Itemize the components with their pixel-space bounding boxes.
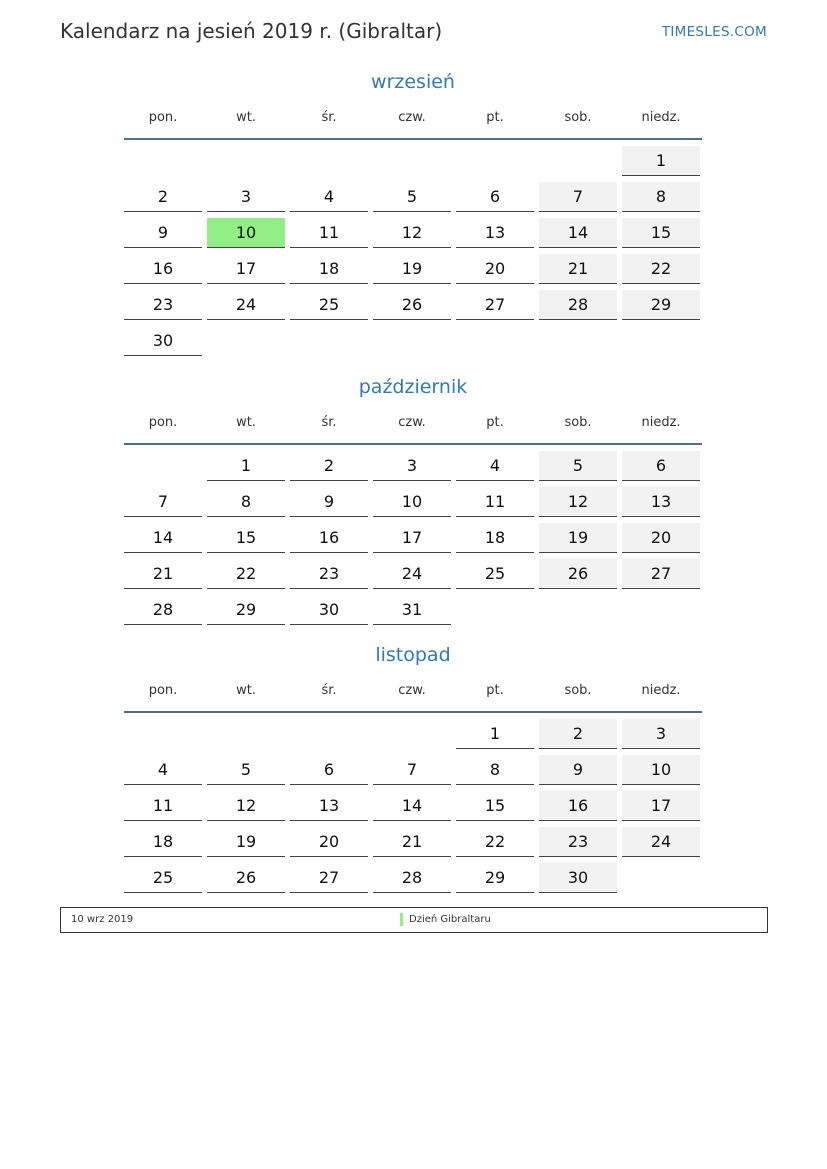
week-row	[124, 218, 702, 248]
empty-day-cell	[373, 326, 451, 356]
day-cell[interactable]: 10	[373, 487, 451, 517]
day-cell[interactable]: 17	[207, 254, 285, 284]
day-cell[interactable]: 18	[124, 827, 202, 857]
weekend-day-cell[interactable]: 1	[622, 146, 700, 176]
day-cell[interactable]: 11	[124, 791, 202, 821]
day-cell[interactable]: 14	[124, 523, 202, 553]
week-row	[124, 559, 702, 589]
day-cell[interactable]: 3	[373, 451, 451, 481]
weekend-day-cell[interactable]: 8	[622, 182, 700, 212]
day-cell[interactable]: 2	[290, 451, 368, 481]
day-cell[interactable]: 20	[456, 254, 534, 284]
month-title: październik	[358, 376, 468, 398]
day-cell[interactable]: 22	[456, 827, 534, 857]
day-cell[interactable]: 4	[456, 451, 534, 481]
holiday-legend	[60, 907, 768, 933]
day-cell[interactable]: 19	[207, 827, 285, 857]
weekday-label: śr.	[321, 683, 337, 698]
day-cell[interactable]: 13	[456, 218, 534, 248]
weekday-label: pt.	[486, 415, 504, 430]
day-cell[interactable]: 11	[290, 218, 368, 248]
day-cell[interactable]: 27	[456, 290, 534, 320]
day-cell[interactable]: 26	[207, 863, 285, 893]
week-row	[124, 523, 702, 553]
day-cell[interactable]: 24	[207, 290, 285, 320]
weekday-label: niedz.	[641, 683, 681, 698]
day-cell[interactable]: 4	[124, 755, 202, 785]
day-cell[interactable]: 3	[207, 182, 285, 212]
day-cell[interactable]: 29	[207, 595, 285, 625]
week-row	[124, 791, 702, 821]
empty-day-cell	[456, 326, 534, 356]
week-row	[124, 146, 702, 176]
empty-day-cell	[290, 719, 368, 749]
weekday-label: sob.	[564, 110, 592, 125]
empty-day-cell	[456, 146, 534, 176]
weekend-day-cell[interactable]: 5	[539, 451, 617, 481]
week-row	[124, 719, 702, 749]
weekend-day-cell[interactable]: 22	[622, 254, 700, 284]
empty-day-cell	[124, 451, 202, 481]
brand-link[interactable]: TIMESLES.COM	[661, 24, 767, 40]
weekday-label: niedz.	[641, 110, 681, 125]
weekend-day-cell[interactable]: 13	[622, 487, 700, 517]
month-october	[124, 373, 702, 625]
day-cell[interactable]: 16	[124, 254, 202, 284]
weekend-day-cell[interactable]: 19	[539, 523, 617, 553]
empty-day-cell	[207, 326, 285, 356]
day-cell[interactable]: 13	[290, 791, 368, 821]
day-cell[interactable]: 14	[373, 791, 451, 821]
day-cell[interactable]: 17	[373, 523, 451, 553]
weekend-day-cell[interactable]: 10	[622, 755, 700, 785]
empty-day-cell	[290, 326, 368, 356]
day-cell[interactable]: 12	[207, 791, 285, 821]
weekend-day-cell[interactable]: 6	[622, 451, 700, 481]
weekend-day-cell[interactable]: 9	[539, 755, 617, 785]
day-cell[interactable]: 12	[373, 218, 451, 248]
month-title: wrzesień	[371, 71, 455, 93]
month-september	[124, 68, 702, 356]
day-cell[interactable]: 9	[124, 218, 202, 248]
weekend-day-cell[interactable]: 28	[539, 290, 617, 320]
weekend-day-cell[interactable]: 3	[622, 719, 700, 749]
empty-day-cell	[622, 326, 700, 356]
weekday-label: śr.	[321, 110, 337, 125]
empty-day-cell	[124, 719, 202, 749]
weekend-day-cell[interactable]: 16	[539, 791, 617, 821]
day-cell[interactable]: 5	[207, 755, 285, 785]
weekend-day-cell[interactable]: 15	[622, 218, 700, 248]
weekday-label: pt.	[486, 110, 504, 125]
day-cell[interactable]: 15	[207, 523, 285, 553]
day-cell[interactable]: 6	[456, 182, 534, 212]
weekend-day-cell[interactable]: 20	[622, 523, 700, 553]
weekday-label: wt.	[236, 683, 256, 698]
day-cell[interactable]: 25	[290, 290, 368, 320]
empty-day-cell	[539, 146, 617, 176]
week-row	[124, 451, 702, 481]
weekend-day-cell[interactable]: 23	[539, 827, 617, 857]
weekend-day-cell[interactable]: 27	[622, 559, 700, 589]
day-cell[interactable]: 5	[373, 182, 451, 212]
month-title: listopad	[375, 644, 451, 666]
weekend-day-cell[interactable]: 30	[539, 863, 617, 893]
weekend-day-cell[interactable]: 14	[539, 218, 617, 248]
weekday-label: wt.	[236, 415, 256, 430]
weekday-header-row	[124, 413, 702, 445]
week-row	[124, 182, 702, 212]
day-cell[interactable]: 1	[456, 719, 534, 749]
empty-day-cell	[539, 326, 617, 356]
weekday-header-row	[124, 681, 702, 713]
holiday-day-cell[interactable]: 10	[207, 218, 285, 248]
week-row	[124, 827, 702, 857]
weekday-label: sob.	[564, 415, 592, 430]
day-cell[interactable]: 4	[290, 182, 368, 212]
empty-day-cell	[539, 595, 617, 625]
week-row	[124, 290, 702, 320]
day-cell[interactable]: 30	[290, 595, 368, 625]
weekday-label: śr.	[321, 415, 337, 430]
day-cell[interactable]: 25	[124, 863, 202, 893]
day-cell[interactable]: 7	[124, 487, 202, 517]
day-cell[interactable]: 7	[373, 755, 451, 785]
weekend-day-cell[interactable]: 2	[539, 719, 617, 749]
day-cell[interactable]: 8	[456, 755, 534, 785]
day-cell[interactable]: 23	[124, 290, 202, 320]
weekday-label: pon.	[148, 683, 178, 698]
day-cell[interactable]: 1	[207, 451, 285, 481]
week-row	[124, 863, 702, 893]
day-cell[interactable]: 15	[456, 791, 534, 821]
day-cell[interactable]: 11	[456, 487, 534, 517]
empty-day-cell	[207, 719, 285, 749]
weekend-day-cell[interactable]: 12	[539, 487, 617, 517]
weekday-header-row	[124, 108, 702, 140]
day-cell[interactable]: 19	[373, 254, 451, 284]
empty-day-cell	[373, 146, 451, 176]
day-cell[interactable]: 20	[290, 827, 368, 857]
empty-day-cell	[207, 146, 285, 176]
day-cell[interactable]: 8	[207, 487, 285, 517]
weekend-day-cell[interactable]: 7	[539, 182, 617, 212]
day-cell[interactable]: 23	[290, 559, 368, 589]
day-cell[interactable]: 28	[373, 863, 451, 893]
legend-date: 10 wrz 2019	[71, 914, 134, 925]
weekend-day-cell[interactable]: 21	[539, 254, 617, 284]
week-row	[124, 254, 702, 284]
empty-day-cell	[456, 595, 534, 625]
day-cell[interactable]: 31	[373, 595, 451, 625]
weekend-day-cell[interactable]: 29	[622, 290, 700, 320]
week-row	[124, 487, 702, 517]
day-cell[interactable]: 30	[124, 326, 202, 356]
weekday-label: pt.	[486, 683, 504, 698]
empty-day-cell	[373, 719, 451, 749]
weekday-label: czw.	[398, 110, 426, 125]
day-cell[interactable]: 22	[207, 559, 285, 589]
day-cell[interactable]: 26	[373, 290, 451, 320]
weekday-label: niedz.	[641, 415, 681, 430]
month-november	[124, 641, 702, 893]
day-cell[interactable]: 28	[124, 595, 202, 625]
weekend-day-cell[interactable]: 26	[539, 559, 617, 589]
weekday-label: pon.	[148, 110, 178, 125]
day-cell[interactable]: 25	[456, 559, 534, 589]
weekday-label: czw.	[398, 415, 426, 430]
legend-holiday-name: Dzień Gibraltaru	[409, 914, 491, 925]
day-cell[interactable]: 16	[290, 523, 368, 553]
weekday-label: czw.	[398, 683, 426, 698]
page-title: Kalendarz na jesień 2019 r. (Gibraltar)	[60, 19, 443, 43]
week-row	[124, 326, 702, 356]
day-cell[interactable]: 18	[290, 254, 368, 284]
day-cell[interactable]: 27	[290, 863, 368, 893]
day-cell[interactable]: 21	[124, 559, 202, 589]
weekday-label: pon.	[148, 415, 178, 430]
legend-holiday-marker	[400, 913, 403, 926]
day-cell[interactable]: 6	[290, 755, 368, 785]
empty-day-cell	[124, 146, 202, 176]
day-cell[interactable]: 18	[456, 523, 534, 553]
day-cell[interactable]: 29	[456, 863, 534, 893]
empty-day-cell	[290, 146, 368, 176]
week-row	[124, 755, 702, 785]
weekend-day-cell[interactable]: 17	[622, 791, 700, 821]
day-cell[interactable]: 24	[373, 559, 451, 589]
day-cell[interactable]: 21	[373, 827, 451, 857]
weekday-label: wt.	[236, 110, 256, 125]
empty-day-cell	[622, 863, 700, 893]
weekend-day-cell[interactable]: 24	[622, 827, 700, 857]
day-cell[interactable]: 2	[124, 182, 202, 212]
weekday-label: sob.	[564, 683, 592, 698]
empty-day-cell	[622, 595, 700, 625]
day-cell[interactable]: 9	[290, 487, 368, 517]
week-row	[124, 595, 702, 625]
